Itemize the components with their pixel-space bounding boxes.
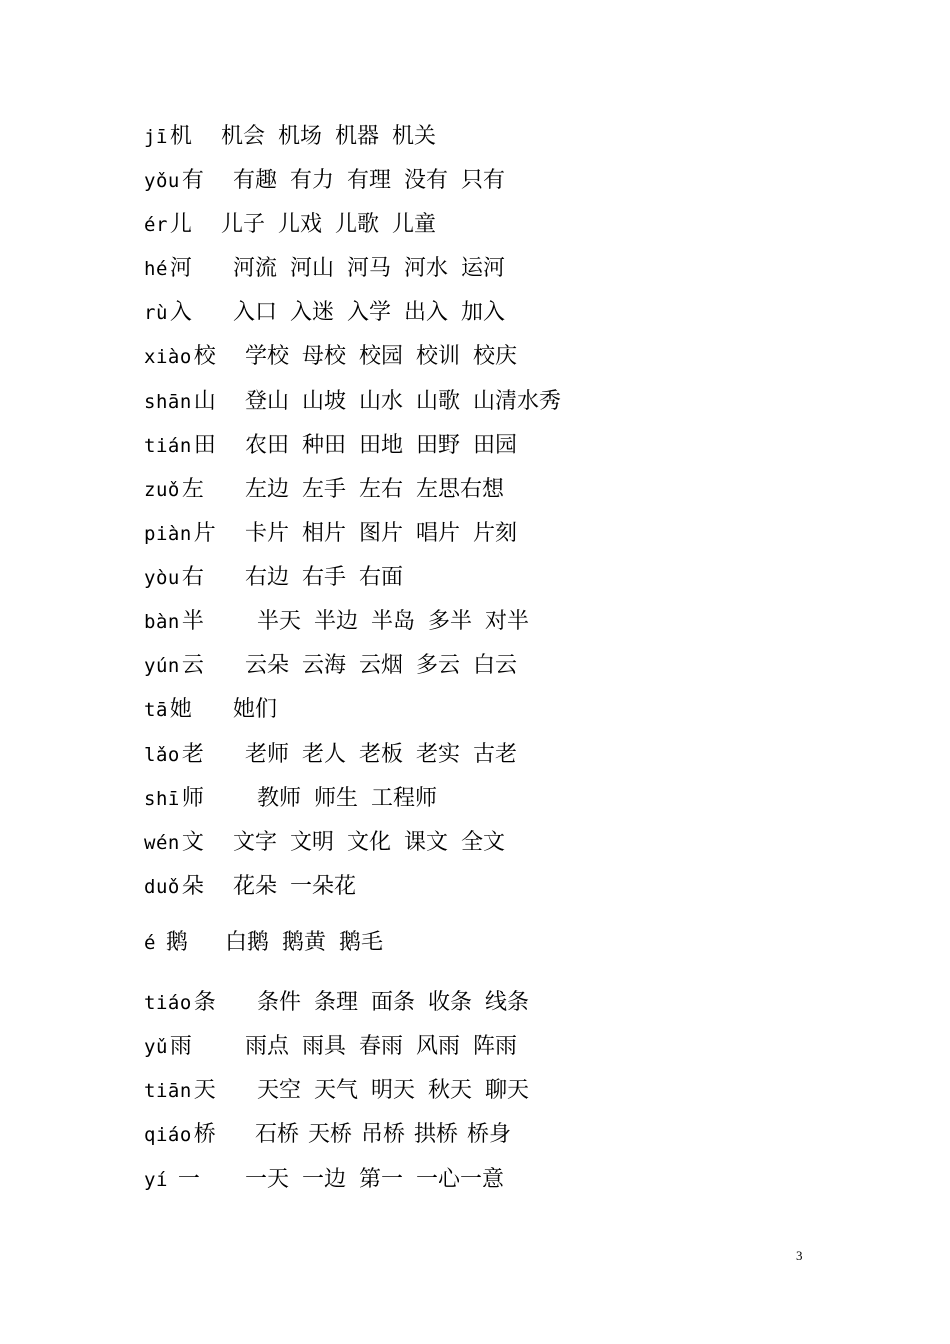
word-list: 右边 右手 右面 [245, 565, 403, 590]
pinyin: zuǒ [144, 479, 180, 501]
vocab-entry [144, 1032, 517, 1062]
vocab-entry [144, 298, 505, 328]
vocab-entry [144, 210, 436, 240]
vocab-entry [144, 122, 436, 152]
vocab-entry [144, 1165, 504, 1195]
vocab-entry [144, 342, 517, 372]
word-list: 河流 河山 河马 河水 运河 [233, 256, 505, 281]
character: 机 [169, 124, 192, 149]
character: 一 [177, 1167, 200, 1192]
pinyin: bàn [144, 611, 180, 633]
character: 田 [193, 433, 216, 458]
page-number: 3 [796, 1248, 803, 1263]
character: 天 [193, 1078, 216, 1103]
pinyin: yún [144, 655, 180, 677]
vocab-entry [144, 928, 383, 958]
pinyin: hé [144, 258, 168, 280]
vocab-entry [144, 254, 505, 284]
character: 师 [181, 786, 204, 811]
vocab-entry [144, 1120, 511, 1150]
vocab-entry [144, 695, 278, 725]
character: 片 [193, 521, 216, 546]
character: 河 [169, 256, 192, 281]
character: 老 [181, 742, 204, 767]
word-list: 儿子 儿戏 儿歌 儿童 [221, 212, 436, 237]
word-list: 雨点 雨具 春雨 风雨 阵雨 [245, 1034, 517, 1059]
pinyin: yǔ [144, 1036, 168, 1058]
vocab-entry [144, 519, 517, 549]
pinyin: tiáo [144, 992, 192, 1014]
word-list: 登山 山坡 山水 山歌 山清水秀 [245, 389, 561, 414]
word-list: 学校 母校 校园 校训 校庆 [245, 344, 517, 369]
character: 半 [181, 609, 204, 634]
vocab-entry [144, 387, 561, 417]
pinyin: rù [144, 302, 168, 324]
character: 左 [181, 477, 204, 502]
vocab-entry [144, 431, 517, 461]
pinyin: lǎo [144, 744, 180, 766]
character: 儿 [169, 212, 192, 237]
character: 有 [181, 168, 204, 193]
pinyin: jī [144, 126, 168, 148]
pinyin: yòu [144, 567, 180, 589]
vocab-entry [144, 1076, 529, 1106]
word-list: 一天 一边 第一 一心一意 [245, 1167, 504, 1192]
word-list: 云朵 云海 云烟 多云 白云 [245, 653, 517, 678]
vocab-entry [144, 607, 529, 637]
character: 鹅 [165, 930, 188, 955]
character: 她 [169, 697, 192, 722]
word-list: 白鹅 鹅黄 鹅毛 [225, 930, 383, 955]
vocab-entry [144, 828, 505, 858]
character: 朵 [181, 874, 204, 899]
character: 文 [181, 830, 204, 855]
word-list: 文字 文明 文化 课文 全文 [233, 830, 505, 855]
pinyin: xiào [144, 346, 192, 368]
word-list: 条件 条理 面条 收条 线条 [257, 990, 529, 1015]
word-list: 她们 [233, 697, 278, 722]
character: 条 [193, 990, 216, 1015]
word-list: 天空 天气 明天 秋天 聊天 [257, 1078, 529, 1103]
character: 山 [193, 389, 216, 414]
character: 入 [169, 300, 192, 325]
pinyin: wén [144, 832, 180, 854]
character: 校 [193, 344, 216, 369]
pinyin: tā [144, 699, 168, 721]
pinyin: tián [144, 435, 192, 457]
pinyin: qiáo [144, 1124, 192, 1146]
vocab-entry [144, 740, 517, 770]
character: 雨 [169, 1034, 192, 1059]
word-list: 机会 机场 机器 机关 [221, 124, 436, 149]
word-list: 半天 半边 半岛 多半 对半 [257, 609, 529, 634]
word-list: 入口 入迷 入学 出入 加入 [233, 300, 505, 325]
pinyin: shī [144, 788, 180, 810]
word-list: 教师 师生 工程师 [257, 786, 437, 811]
word-list: 石桥 天桥 吊桥 拱桥 桥身 [255, 1122, 511, 1147]
word-list: 老师 老人 老板 老实 古老 [245, 742, 517, 767]
vocab-entry [144, 872, 356, 902]
vocab-entry [144, 166, 505, 196]
vocab-entry [144, 988, 529, 1018]
pinyin: duǒ [144, 876, 180, 898]
pinyin: piàn [144, 523, 192, 545]
character: 右 [181, 565, 204, 590]
word-list: 农田 种田 田地 田野 田园 [245, 433, 517, 458]
word-list: 有趣 有力 有理 没有 只有 [233, 168, 505, 193]
pinyin: ér [144, 214, 168, 236]
word-list: 花朵 一朵花 [233, 874, 356, 899]
vocab-entry [144, 563, 403, 593]
pinyin: yǒu [144, 170, 180, 192]
pinyin: shān [144, 391, 192, 413]
vocab-entry [144, 475, 504, 505]
character: 桥 [193, 1122, 216, 1147]
vocab-entry [144, 784, 437, 814]
vocab-entry [144, 651, 517, 681]
word-list: 卡片 相片 图片 唱片 片刻 [245, 521, 517, 546]
pinyin: tiān [144, 1080, 192, 1102]
word-list: 左边 左手 左右 左思右想 [245, 477, 504, 502]
pinyin: é [144, 932, 156, 954]
character: 云 [181, 653, 204, 678]
pinyin: yí [144, 1169, 168, 1191]
